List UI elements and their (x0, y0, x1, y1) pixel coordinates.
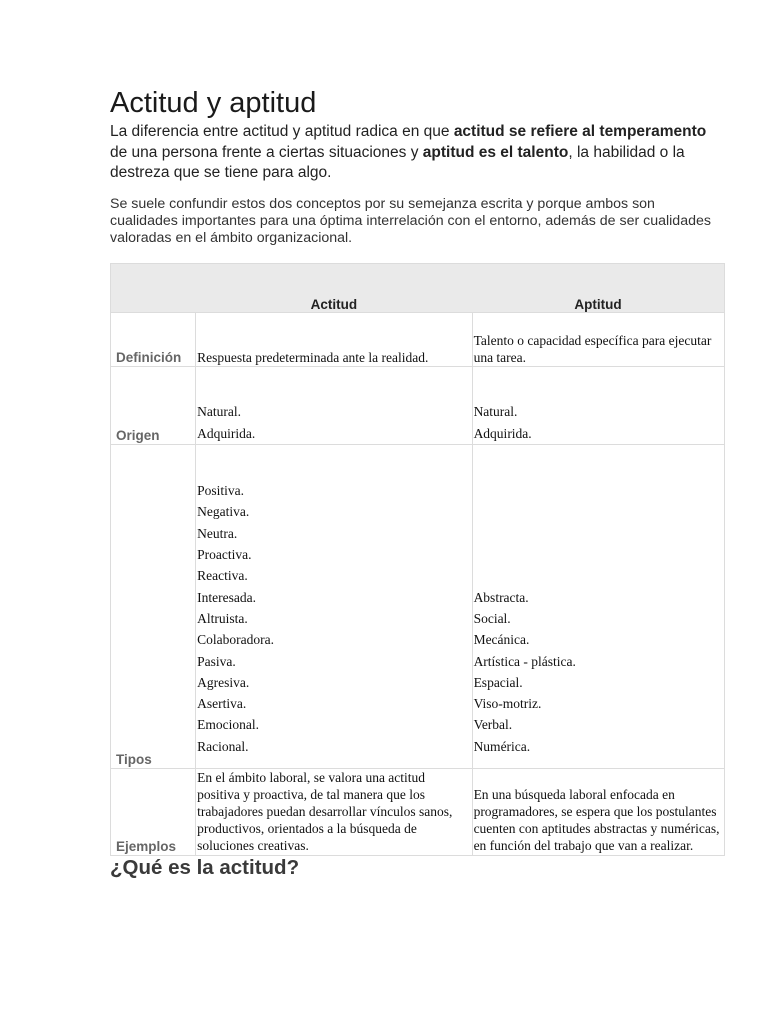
tipos-aptitud-item: Social. (473, 610, 511, 626)
tipos-actitud-item: Negativa. (197, 504, 250, 520)
tipos-aptitud-item: Abstracta. (473, 589, 529, 605)
tipos-actitud-item: Racional. (197, 738, 249, 754)
tipos-actitud-item: Positiva. (197, 483, 245, 499)
definicion-aptitud: Talento o capacidad específica para ejecutar una tarea. (472, 313, 724, 367)
tipos-actitud-item: Reactiva. (197, 568, 248, 584)
tipos-actitud-item: Neutra. (197, 525, 238, 541)
tipos-actitud-item: Emocional. (197, 717, 259, 733)
tipos-actitud-item: Agresiva. (197, 674, 250, 690)
page-title: Actitud y aptitud (110, 87, 317, 119)
ejemplos-actitud: En el ámbito laboral, se valora una actitud positiva y proactiva, de tal manera que los trabajadores puedan desarrollar vínculos sanos, productivos, orientados a la búsqueda de soluciones creativas. (196, 769, 472, 856)
comparison-table (110, 263, 725, 856)
tipos-actitud-item: Pasiva. (197, 653, 236, 669)
origen-aptitud-item: Adquirida. (473, 425, 532, 441)
origen-actitud-item: Adquirida. (197, 425, 256, 441)
table-header-row (111, 264, 725, 313)
tipos-actitud-item: Asertiva. (197, 696, 247, 712)
row-label-origen: Origen (111, 367, 196, 445)
table-row-definicion (111, 313, 725, 367)
header-empty-cell (111, 264, 196, 313)
tipos-actitud (196, 445, 472, 769)
intro-paragraph (110, 122, 725, 184)
intro-bold-1: actitud se refiere al temperamento (453, 123, 707, 140)
tipos-aptitud-item: Viso-motriz. (473, 696, 542, 712)
table-row-ejemplos (111, 769, 725, 856)
origen-actitud-item: Natural. (197, 404, 241, 420)
tipos-actitud-item: Proactiva. (197, 547, 252, 563)
intro-text-1: La diferencia entre actitud y aptitud radica en que (110, 123, 454, 140)
origen-aptitud (472, 367, 724, 445)
tipos-aptitud-gap (474, 757, 720, 768)
sub-paragraph: Se suele confundir estos dos conceptos por su semejanza escrita y porque ambos son cualidades importantes para una óptima interrelación con el entorno, además de ser cualidades valoradas en el ámbito organizacional. (110, 195, 711, 246)
origen-aptitud-item: Natural. (473, 404, 518, 420)
intro-text-3: , la habilidad o la destreza que se tiene para algo. (110, 143, 685, 181)
row-label-definicion: Definición (111, 313, 196, 367)
tipos-actitud-item: Interesada. (197, 589, 256, 605)
header-actitud: Actitud (196, 264, 472, 313)
tipos-aptitud-item: Espacial. (473, 674, 523, 690)
tipos-actitud-item: Colaboradora. (197, 632, 274, 648)
tipos-aptitud-item: Verbal. (473, 717, 513, 733)
row-label-tipos: Tipos (111, 445, 196, 769)
origen-actitud (196, 367, 472, 445)
document-page (110, 84, 725, 879)
table-row-origen (111, 367, 725, 445)
tipos-aptitud (472, 445, 724, 769)
tipos-aptitud-item: Artística - plástica. (473, 653, 576, 669)
intro-text-2: de una persona frente a ciertas situaciones y (110, 143, 423, 161)
definicion-actitud: Respuesta predeterminada ante la realidad. (196, 313, 472, 367)
tipos-actitud-item: Altruista. (197, 610, 248, 626)
intro-bold-2: aptitud es el talento (422, 143, 569, 161)
tipos-aptitud-item: Mecánica. (473, 632, 530, 648)
table-row-tipos (111, 445, 725, 769)
ejemplos-aptitud: En una búsqueda laboral enfocada en programadores, se espera que los postulantes cuenten con aptitudes abstractas y numéricas, en función del trabajo que van a realizar. (472, 769, 724, 856)
tipos-actitud-gap (197, 757, 467, 768)
header-aptitud: Aptitud (472, 264, 724, 313)
row-label-ejemplos: Ejemplos (111, 769, 196, 856)
section-heading: ¿Qué es la actitud? (110, 856, 300, 879)
tipos-aptitud-item: Numérica. (473, 738, 531, 754)
